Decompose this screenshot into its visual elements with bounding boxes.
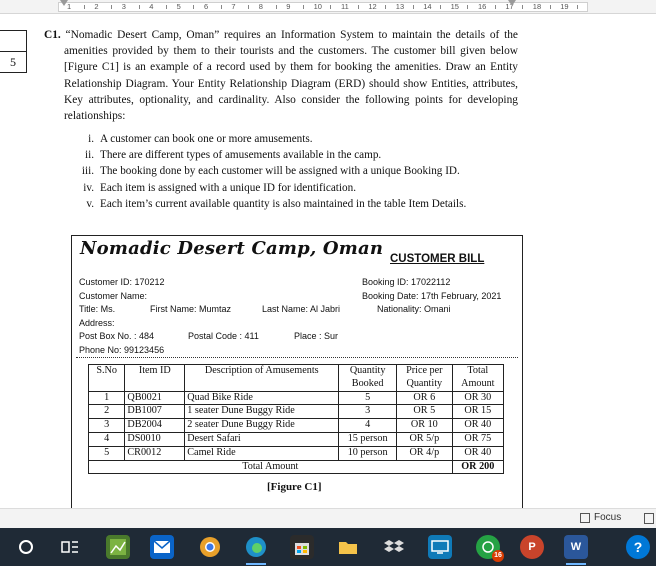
address: Address: <box>79 317 115 328</box>
booking-id: Booking ID: 17022112 <box>362 277 451 287</box>
word-button[interactable] <box>564 535 588 559</box>
read-mode-icon[interactable] <box>644 513 654 524</box>
table-row <box>89 446 504 460</box>
phone-number: Phone No: 99123456 <box>79 344 165 355</box>
cell-quantity: 5 <box>339 391 397 405</box>
cell-description: Camel Ride <box>185 446 339 460</box>
question-number: C1. <box>44 29 61 41</box>
ruler-tick <box>221 5 222 9</box>
cell-quantity: 4 <box>339 419 397 433</box>
header-description: Description of Amusements <box>185 365 339 392</box>
total-amount-label: Total Amount <box>89 460 453 474</box>
task-view-button[interactable] <box>58 535 82 559</box>
question-text-block <box>44 27 518 124</box>
nationality: Nationality: Omani <box>377 304 451 314</box>
cell-sno: 5 <box>89 446 125 460</box>
ruler-tick <box>495 5 496 9</box>
bill-title: Nomadic Desert Camp, Oman <box>80 238 384 259</box>
ruler-number: 14 <box>423 2 432 11</box>
ruler-number: 16 <box>478 2 487 11</box>
total-amount-value: OR 200 <box>452 460 503 474</box>
list-marker: iii. <box>81 165 94 178</box>
ruler-number: 3 <box>121 2 126 11</box>
table-total-row <box>89 460 504 474</box>
ruler-number: 2 <box>94 2 99 11</box>
ruler-tick <box>467 5 468 9</box>
whatsapp-button[interactable] <box>476 535 500 559</box>
ruler-tick <box>550 5 551 9</box>
help-icon: ? <box>633 539 643 555</box>
edge-icon <box>245 536 267 558</box>
postal-code: Postal Code : 411 <box>188 331 259 341</box>
ruler-tick <box>276 5 277 9</box>
cortana-button[interactable] <box>14 535 38 559</box>
list-item-text: Each item’s current available quantity is also maintained in the table Item Details. <box>100 197 467 210</box>
ruler-number: 15 <box>450 2 459 11</box>
customer-bill-figure <box>71 235 523 508</box>
header-quantity: Quantity Booked <box>339 365 397 392</box>
cell-price: OR 5 <box>397 405 453 419</box>
list-item <box>74 196 514 212</box>
cell-sno: 3 <box>89 419 125 433</box>
ruler-number: 1 <box>67 2 72 11</box>
place: Place : Sur <box>294 331 339 341</box>
ruler-tick <box>166 5 167 9</box>
list-item-text: Each item is assigned with a unique ID for identification. <box>100 181 357 194</box>
cell-description: 1 seater Dune Buggy Ride <box>185 405 339 419</box>
list-item-text: A customer can book one or more amusements. <box>100 133 313 145</box>
right-indent-marker[interactable] <box>508 0 516 6</box>
cell-total: OR 75 <box>452 432 503 446</box>
cell-item-id: QB0021 <box>125 391 185 405</box>
chrome-icon <box>199 536 221 558</box>
bill-kind: CUSTOMER BILL <box>390 253 485 265</box>
monitor-icon <box>431 540 449 554</box>
table-row <box>89 432 504 446</box>
ruler-tick <box>522 5 523 9</box>
cell-quantity: 3 <box>339 405 397 419</box>
file-explorer-button[interactable] <box>336 535 360 559</box>
ruler-number: 6 <box>204 2 209 11</box>
list-item <box>74 131 514 147</box>
cell-sno: 1 <box>89 391 125 405</box>
question-text: “Nomadic Desert Camp, Oman” requires an Information System to maintain the details of the amenities provided by them to their tourists and the customers. The customer bill given below [Figure C1] is an example of a record used by them for booking the amenities. Draw an Entity Relationship Diagram. Your Entity Relationship Diagram (ERD) should show Entities, attributes, Key attributes, optionality, and cardinality. Also consider the following points for developing relationships: <box>64 29 518 123</box>
powerpoint-button[interactable] <box>520 535 544 559</box>
focus-mode-button[interactable] <box>580 512 621 523</box>
relationship-points-list <box>74 131 514 212</box>
cell-quantity: 10 person <box>339 446 397 460</box>
edge-button[interactable] <box>244 535 268 559</box>
stub-cell-empty <box>0 31 26 52</box>
store-button[interactable] <box>290 535 314 559</box>
amusements-table <box>88 364 504 474</box>
figure-caption: [Figure C1] <box>267 481 322 493</box>
powerpoint-icon: P <box>528 541 536 553</box>
cell-item-id: CR0012 <box>125 446 185 460</box>
cell-sno: 4 <box>89 432 125 446</box>
cell-description: Desert Safari <box>185 432 339 446</box>
ruler-number: 11 <box>341 2 349 11</box>
mail-icon <box>153 540 171 554</box>
circle-icon <box>18 539 34 555</box>
ruler-tick <box>139 5 140 9</box>
booking-date: Booking Date: 17th February, 2021 <box>362 290 502 301</box>
photo-app-button[interactable] <box>106 535 130 559</box>
cell-sno: 2 <box>89 405 125 419</box>
ruler-tick <box>385 5 386 9</box>
dropbox-icon <box>384 538 404 556</box>
ruler-tick <box>248 5 249 9</box>
cell-price: OR 10 <box>397 419 453 433</box>
cell-quantity: 15 person <box>339 432 397 446</box>
customer-id: Customer ID: 170212 <box>79 277 165 287</box>
cell-price: OR 6 <box>397 391 453 405</box>
ruler-number: 10 <box>313 2 322 11</box>
list-item-text: There are different types of amusements available in the camp. <box>100 149 382 162</box>
ruler-number: 19 <box>560 2 569 11</box>
monitor-app-button[interactable] <box>428 535 452 559</box>
header-price: Price per Quantity <box>397 365 453 392</box>
post-box: Post Box No. : 484 <box>79 331 155 341</box>
list-item <box>74 163 514 179</box>
task-view-icon <box>61 539 79 555</box>
ruler-tick <box>413 5 414 9</box>
list-item <box>74 147 514 163</box>
cell-total: OR 15 <box>452 405 503 419</box>
table-row <box>89 419 504 433</box>
table-row <box>89 391 504 405</box>
folder-icon <box>338 539 358 555</box>
dotted-separator <box>76 357 518 358</box>
ruler-tick <box>577 5 578 9</box>
notification-badge: 16 <box>492 550 504 562</box>
image-icon <box>109 538 127 556</box>
ruler-tick <box>193 5 194 9</box>
last-name: Last Name: Al Jabri <box>262 304 341 314</box>
list-item <box>74 180 514 196</box>
dropbox-button[interactable] <box>382 535 406 559</box>
ruler-number: 7 <box>231 2 236 11</box>
ruler-tick <box>111 5 112 9</box>
question-c1 <box>44 27 518 124</box>
list-marker: iv. <box>83 181 94 194</box>
list-item-text: The booking done by each customer will be assigned with a unique Booking ID. <box>100 165 460 178</box>
list-marker: v. <box>86 197 94 210</box>
cell-description: 2 seater Dune Buggy Ride <box>185 419 339 433</box>
cell-total: OR 40 <box>452 446 503 460</box>
list-marker: ii. <box>84 149 94 162</box>
cell-item-id: DB2004 <box>125 419 185 433</box>
ruler-tick <box>358 5 359 9</box>
ruler-tick <box>440 5 441 9</box>
header-sno: S.No <box>89 365 125 392</box>
ruler-tick <box>303 5 304 9</box>
left-indent-marker[interactable] <box>60 0 68 6</box>
ruler-number: 18 <box>532 2 542 11</box>
mail-button[interactable] <box>150 535 174 559</box>
ruler-number: 12 <box>368 2 377 11</box>
horizontal-ruler[interactable] <box>0 0 656 14</box>
header-item-id: Item ID <box>125 365 185 392</box>
help-button[interactable] <box>626 535 650 559</box>
cell-price: OR 4/p <box>397 446 453 460</box>
ruler-number: 8 <box>258 2 263 11</box>
table-row <box>89 405 504 419</box>
store-icon <box>293 538 311 556</box>
stub-cell-value: 5 <box>10 55 16 69</box>
list-marker: i. <box>88 133 94 145</box>
focus-label: Focus <box>594 512 622 523</box>
customer-title: Title: Ms. <box>79 304 116 314</box>
customer-name: Customer Name: <box>79 290 148 301</box>
cell-item-id: DS0010 <box>125 432 185 446</box>
cell-total: OR 30 <box>452 391 503 405</box>
ruler-tick <box>330 5 331 9</box>
ruler-number: 13 <box>395 2 405 11</box>
chrome-button[interactable] <box>198 535 222 559</box>
ruler-number: 5 <box>176 2 181 11</box>
previous-table-fragment <box>0 30 27 73</box>
table-header-row <box>89 365 504 392</box>
header-total: Total Amount <box>452 365 503 392</box>
cell-total: OR 40 <box>452 419 503 433</box>
windows-taskbar <box>0 528 656 566</box>
cell-price: OR 5/p <box>397 432 453 446</box>
cell-description: Quad Bike Ride <box>185 391 339 405</box>
ruler-number: 9 <box>286 2 291 11</box>
first-name: First Name: Mumtaz <box>150 304 232 314</box>
cell-item-id: DB1007 <box>125 405 185 419</box>
ruler-number: 17 <box>505 2 514 11</box>
focus-icon <box>580 513 590 523</box>
word-status-bar <box>0 508 656 528</box>
ruler-tick <box>84 5 85 9</box>
word-icon: W <box>570 541 582 553</box>
ruler-number: 4 <box>149 2 154 11</box>
